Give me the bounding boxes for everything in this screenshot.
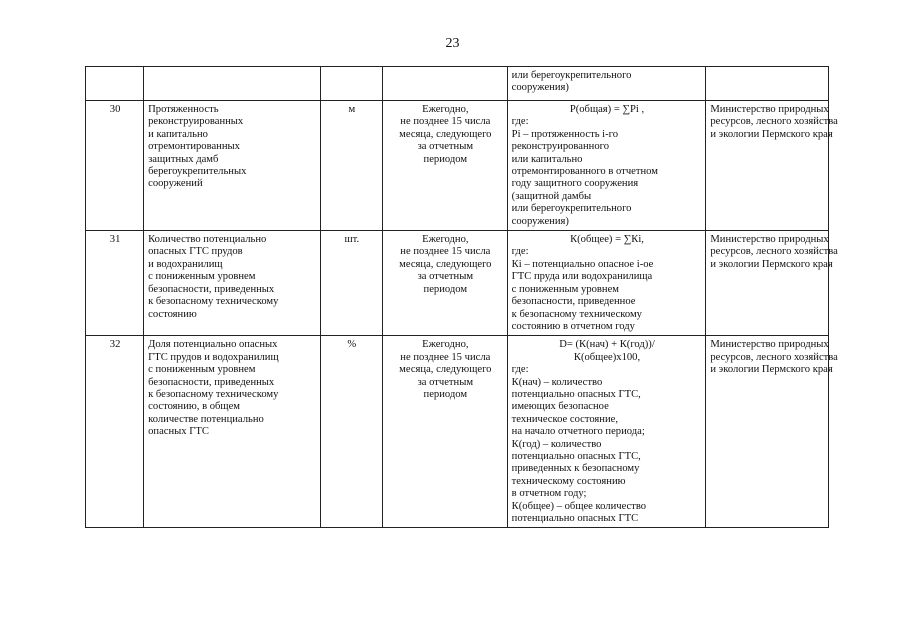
period-line: за отчетным: [417, 376, 474, 388]
formula-line: состоянию в отчетном году: [511, 320, 635, 332]
responsible-line: ресурсов, лесного хозяйства: [710, 116, 838, 128]
name-line: состоянию, в общем: [148, 401, 240, 413]
name-line: отремонтированных: [148, 141, 240, 153]
period-line: Ежегодно,: [422, 234, 469, 246]
formula-line: техническому состоянию: [511, 475, 626, 487]
formula-line: или капитально: [511, 153, 583, 165]
formula-line: приведенных к безопасному: [511, 463, 640, 475]
formula-line: (защитной дамбы: [511, 190, 592, 202]
responsible-line: ресурсов, лесного хозяйства: [710, 246, 838, 258]
cell-period: [382, 101, 507, 231]
formula-line: Рi – протяженность i-го: [511, 128, 619, 140]
formula-line: сооружения): [511, 215, 569, 227]
cell-formula: [507, 67, 706, 101]
cell-formula: [507, 101, 706, 231]
formula-line: потенциально опасных ГТС: [511, 513, 639, 524]
cell-formula: [507, 336, 706, 528]
name-line: к безопасному техническому: [148, 388, 279, 400]
formula-line: с пониженным уровнем: [511, 283, 619, 295]
cell-name: [144, 101, 321, 231]
responsible-line: и экологии Пермского края: [710, 128, 833, 140]
name-line: с пониженным уровнем: [148, 271, 256, 283]
period-line: Ежегодно,: [422, 339, 469, 351]
name-line: берегоукрепительных: [148, 166, 247, 178]
name-line: реконструированных: [148, 116, 244, 128]
table-row-continuation: [86, 67, 829, 101]
cell-name: [144, 336, 321, 528]
formula-line: реконструированного: [511, 141, 610, 153]
period-line: месяца, следующего: [399, 364, 492, 376]
name-line: опасных ГТС: [148, 426, 209, 438]
cell-num: [86, 67, 144, 101]
cell-unit: шт.: [320, 231, 382, 336]
cell-period: [382, 67, 507, 101]
formula-line: безопасности, приведенное: [511, 296, 636, 308]
cell-period: [382, 336, 507, 528]
table-row: [86, 336, 829, 528]
responsible-line: Министерство природных: [710, 104, 829, 115]
formula-line: к безопасному техническому: [511, 308, 642, 320]
formula-line: где:: [511, 246, 529, 258]
formula-line: К(общее) = ∑Кi,: [570, 234, 644, 246]
period-line: периодом: [423, 153, 468, 165]
name-line: Доля потенциально опасных: [148, 339, 278, 351]
responsible-line: ресурсов, лесного хозяйства: [710, 351, 838, 363]
cell-unit: м: [320, 101, 382, 231]
name-line: ГТС прудов и водохранилищ: [148, 351, 279, 363]
formula-line: где:: [511, 364, 529, 376]
name-line: Количество потенциально: [148, 234, 267, 246]
cell-num: 30: [86, 101, 144, 231]
formula-line: где:: [511, 116, 529, 128]
table-row: [86, 231, 829, 336]
formula-line: на начало отчетного периода;: [511, 426, 645, 438]
formula-line: Кi – потенциально опасное i-ое: [511, 258, 654, 270]
formula-line: потенциально опасных ГТС,: [511, 388, 641, 400]
formula-line: К(нач) – количество: [511, 376, 603, 388]
cell-period: [382, 231, 507, 336]
period-line: за отчетным: [417, 271, 474, 283]
cell-name: [144, 67, 321, 101]
cell-responsible: [706, 101, 838, 231]
cell-name: [144, 231, 321, 336]
cell-unit: [320, 67, 382, 101]
name-line: сооружений: [148, 178, 203, 190]
formula-line: потенциально опасных ГТС,: [511, 450, 641, 462]
cell-responsible: [706, 67, 829, 101]
formula-line: в отчетном году;: [511, 488, 587, 500]
responsible-line: Министерство природных: [710, 339, 829, 351]
period-line: за отчетным: [417, 141, 474, 153]
period-line: месяца, следующего: [399, 258, 492, 270]
period-line: не позднее 15 числа: [400, 246, 491, 258]
name-line: опасных ГТС прудов: [148, 246, 243, 258]
formula-line: имеющих безопасное: [511, 401, 609, 413]
table-row: [86, 101, 829, 231]
cell-num: 31: [86, 231, 144, 336]
formula-line: сооружения): [511, 82, 569, 94]
page-number: 23: [445, 36, 460, 51]
formula-line: К(год) – количество: [511, 438, 602, 450]
name-line: защитных дамб: [148, 153, 219, 165]
name-line: и капитально: [148, 128, 208, 140]
formula-line: или берегоукрепительного: [511, 70, 632, 81]
formula-line: К(общее)х100,: [573, 351, 641, 363]
period-line: Ежегодно,: [422, 104, 469, 115]
formula-line: К(общее) – общее количество: [511, 500, 647, 512]
name-line: Протяженность: [148, 104, 219, 115]
formula-line: отремонтированного в отчетном: [511, 166, 658, 178]
responsible-line: Министерство природных: [710, 234, 829, 246]
formula-line: D= (К(нач) + К(год))/: [559, 339, 655, 351]
cell-formula: [507, 231, 706, 336]
name-line: количестве потенциально: [148, 413, 264, 425]
name-line: и водохранилищ: [148, 258, 223, 270]
name-line: к безопасному техническому: [148, 296, 279, 308]
name-line: состоянию: [148, 308, 197, 320]
period-line: не позднее 15 числа: [400, 116, 491, 128]
formula-line: ГТС пруда или водохранилища: [511, 271, 653, 283]
name-line: безопасности, приведенных: [148, 376, 275, 388]
cell-unit: %: [320, 336, 382, 528]
cell-num: 32: [86, 336, 144, 528]
formula-line: или берегоукрепительного: [511, 203, 632, 215]
responsible-line: и экологии Пермского края: [710, 364, 833, 376]
name-line: безопасности, приведенных: [148, 283, 275, 295]
responsible-line: и экологии Пермского края: [710, 258, 833, 270]
period-line: периодом: [423, 283, 468, 295]
formula-line: техническое состояние,: [511, 413, 618, 425]
formula-line: Р(общая) = ∑Рi ,: [569, 104, 645, 115]
indicators-table: [85, 66, 838, 528]
period-line: не позднее 15 числа: [400, 351, 491, 363]
formula-line: году защитного сооружения: [511, 178, 639, 190]
cell-responsible: [706, 231, 838, 336]
period-line: периодом: [423, 388, 468, 400]
cell-responsible: [706, 336, 838, 528]
period-line: месяца, следующего: [399, 128, 492, 140]
name-line: с пониженным уровнем: [148, 364, 256, 376]
